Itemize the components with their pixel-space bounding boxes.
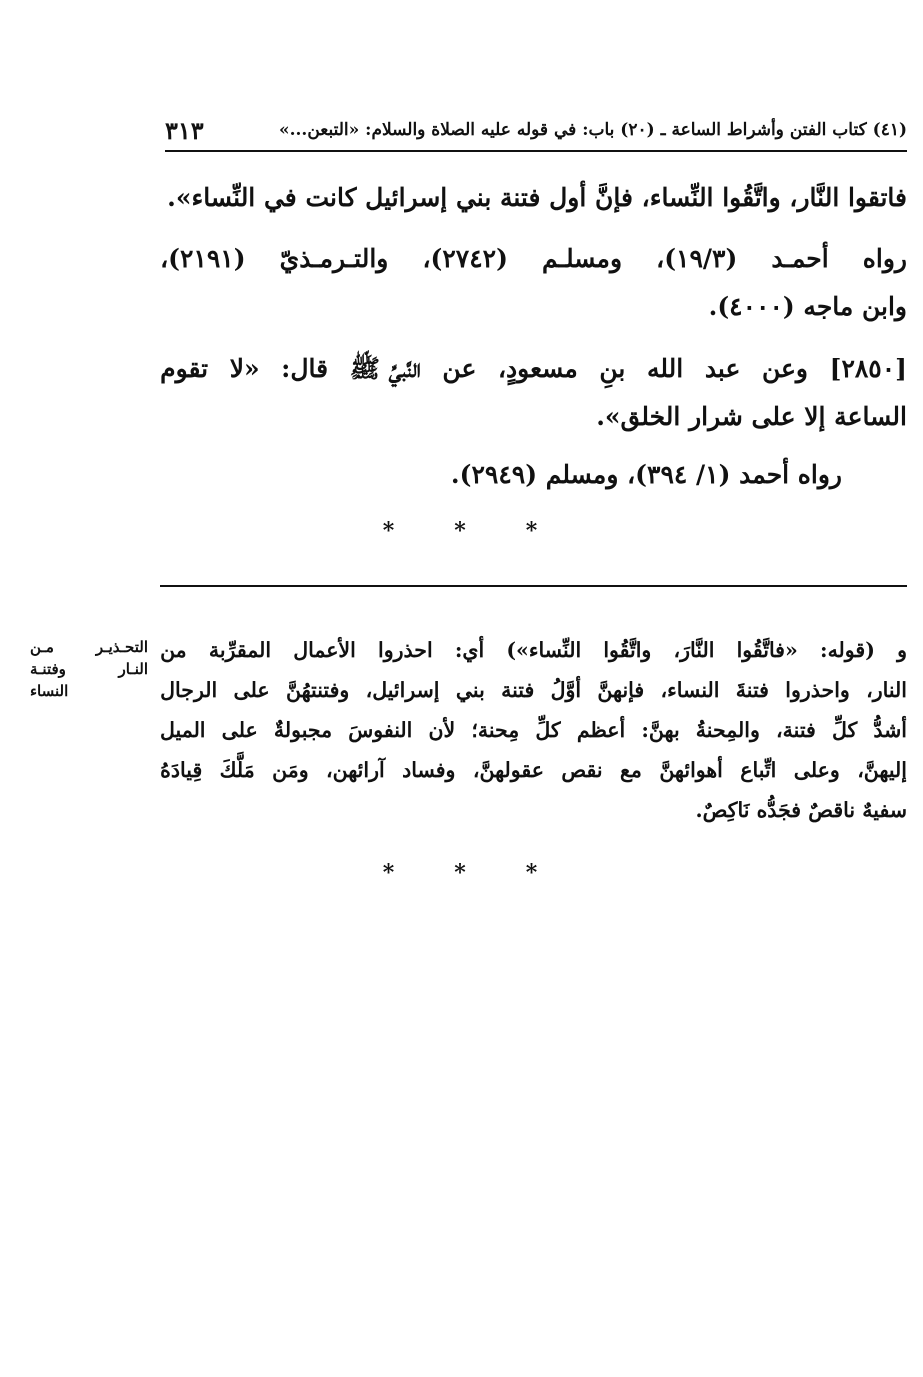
word: المقرِّبة (208, 638, 272, 662)
word: والمِحنةُ (695, 718, 760, 742)
word: أوَّلُ (550, 678, 582, 702)
word: إليهنَّ، (857, 758, 907, 782)
word: قال: (281, 354, 329, 383)
word: ناقصٌ (808, 798, 856, 822)
word: كلِّ (831, 718, 858, 742)
word: أعظم (576, 718, 626, 742)
word: والتـرمـذيّ (279, 244, 389, 273)
commentary-rule (160, 585, 907, 587)
commentary-line (160, 792, 907, 828)
word: سفيهٌ (862, 798, 907, 822)
word: مجبولةٌ (273, 718, 333, 742)
margin-heading (30, 636, 148, 702)
word: بنِ (599, 354, 626, 383)
word: النِّساء») (506, 638, 582, 662)
running-header (165, 112, 907, 148)
word: وفتنتهُنَّ (285, 678, 350, 702)
word: فإنهنَّ (597, 678, 645, 702)
word: فتنة (501, 678, 535, 702)
commentary-line (160, 712, 907, 748)
word: قِيادَهُ (160, 758, 203, 782)
word: الأعمال (293, 638, 356, 662)
word: «لا (229, 354, 260, 383)
word: آرائهن، (326, 758, 385, 782)
hadith-number: [٢٨٥٠] (829, 354, 907, 383)
word: واحذروا (785, 678, 850, 702)
word: (١٩/٣)، (656, 244, 738, 273)
word: النار، (866, 678, 907, 702)
word: لأن (428, 718, 456, 742)
word: و (897, 638, 907, 662)
word: بني (455, 678, 485, 702)
star-glyph: * (382, 860, 395, 886)
header-rule (165, 150, 907, 152)
word: ومسلـم (542, 244, 623, 273)
word: مع (620, 758, 642, 782)
word: وعن (761, 354, 809, 383)
word: أحمـد (771, 244, 829, 273)
word: (٢١٩١)، (160, 244, 246, 273)
star-glyph: * (525, 518, 538, 544)
word: مِحنة؛ (471, 718, 520, 742)
word: وعلى (793, 758, 840, 782)
word: بهنَّ: (641, 718, 680, 742)
word: (٢٧٤٢)، (422, 244, 508, 273)
word: واتَّقُوا (603, 638, 652, 662)
word: الميل (160, 718, 206, 742)
margin-heading-line: التحـذيـر مـن (30, 638, 148, 656)
word: تقوم (160, 354, 209, 383)
word: الرجال (160, 678, 218, 702)
word: النفوسَ (348, 718, 413, 742)
page-number: ٣١٣ (165, 115, 204, 145)
word: أشدُّ (873, 718, 907, 742)
word: اتِّباع (740, 758, 777, 782)
word: أهوائهنَّ (659, 758, 723, 782)
commentary-line (160, 752, 907, 788)
word: النَّارَ، (673, 638, 715, 662)
word: ومَن (272, 758, 309, 782)
word: عقولهنَّ، (472, 758, 544, 782)
main-text-line: فاتقوا النَّار، واتَّقُوا النِّساء، فإنَّ أول فتنة بني إسرائيل كانت في النِّساء». (167, 183, 907, 212)
main-text-line: الساعة إلا على شرار الخلق». (596, 402, 907, 431)
word: عن (442, 354, 477, 383)
word: نَاكِصٌ. (695, 798, 750, 822)
word: أي: (454, 638, 485, 662)
hadith-line (160, 347, 907, 391)
star-glyph: * (454, 518, 466, 544)
commentary-line (160, 672, 907, 708)
word: على (221, 718, 258, 742)
word: النَّبيِّ ﷺ (349, 354, 421, 383)
main-text-line (160, 237, 907, 281)
word: نقص (561, 758, 603, 782)
word: النساء، (660, 678, 720, 702)
word: عبد (704, 354, 741, 383)
word: (قوله: (820, 638, 875, 662)
word: كلِّ (535, 718, 561, 742)
word: فتنةَ (735, 678, 769, 702)
word: على (233, 678, 270, 702)
word: فجَدُّه (756, 798, 802, 822)
word: وفساد (402, 758, 456, 782)
word: «فاتَّقُوا (736, 638, 798, 662)
margin-heading-line: النساء (30, 682, 69, 700)
star-glyph: * (454, 860, 466, 886)
word: من (160, 638, 187, 662)
star-glyph: * (382, 518, 395, 544)
word: مَلَّكَ (219, 758, 255, 782)
star-glyph: * (525, 860, 538, 886)
word: مسعودٍ، (497, 354, 578, 383)
margin-heading-line: النـار وفتنـة (30, 660, 148, 678)
section-separator (160, 518, 760, 548)
running-title: (٤١) كتاب الفتن وأشراط الساعة ـ (٢٠) باب: في قوله عليه الصلاة والسلام: «التبعن...» (278, 120, 907, 140)
word: الله (646, 354, 684, 383)
word: رواه (862, 244, 907, 273)
word: إسرائيل، (365, 678, 440, 702)
word: احذروا (378, 638, 433, 662)
main-text-line: وابن ماجه (٤٠٠٠). (708, 292, 907, 321)
main-text-line: رواه أحمد (١/ ٣٩٤)، ومسلم (٢٩٤٩). (450, 460, 842, 489)
word: فتنة، (776, 718, 816, 742)
section-separator (160, 860, 760, 890)
commentary-line (160, 632, 907, 668)
